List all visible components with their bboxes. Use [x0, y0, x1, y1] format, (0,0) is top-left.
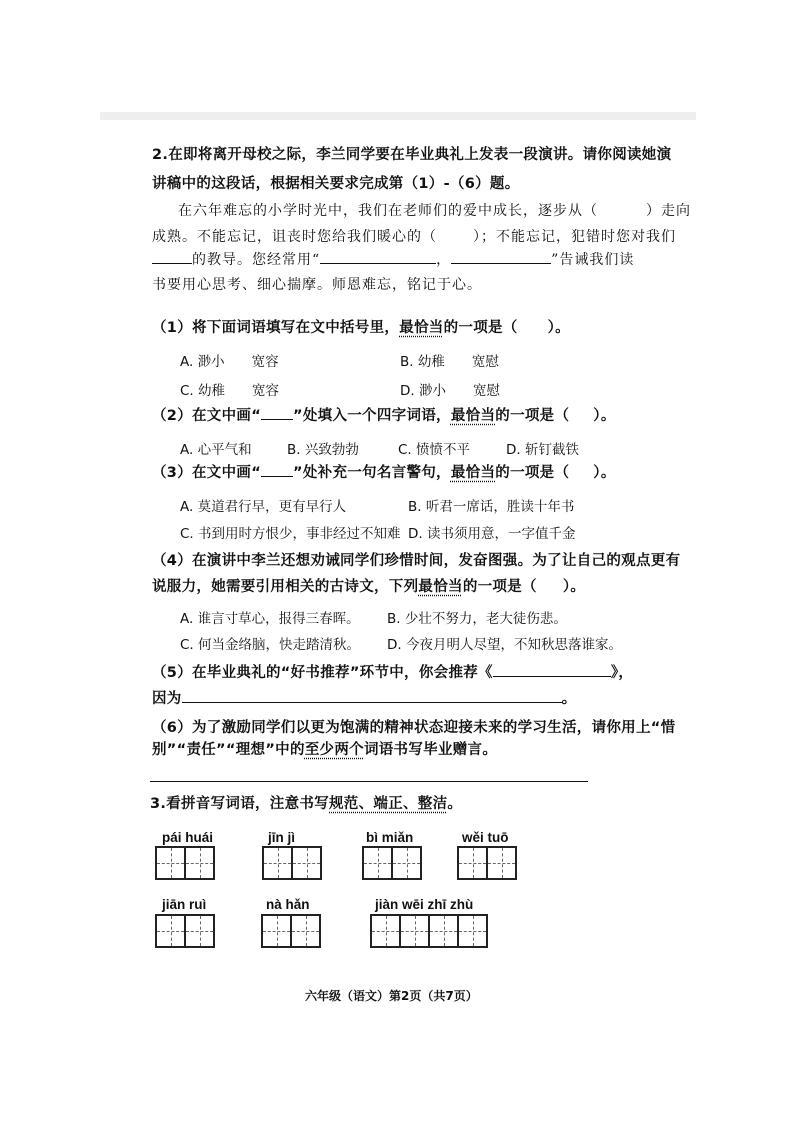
blank-quote-2[interactable] [451, 249, 551, 264]
stem-text: 。 [561, 691, 577, 707]
sub4-stem-line1: （4）在演讲中李兰还想劝诫同学们珍惜时间，发奋图强。为了让自己的观点更有 [152, 553, 681, 569]
q2-intro-line1: 2.在即将离开母校之际，李兰同学要在毕业典礼上发表一段演讲。请你阅读她演 [152, 147, 672, 163]
pinyin-label: nà hǎn [266, 897, 310, 912]
passage-line3 [152, 249, 634, 269]
pinyin-label: bì miǎn [366, 830, 414, 845]
stem-text: （1）将下面词语填写在文中括号里， [152, 320, 400, 336]
writing-grid[interactable] [262, 846, 322, 880]
sub2-option-d[interactable]: D. 斩钉截铁 [506, 442, 579, 458]
sub1-option-b[interactable]: B. 幼稚 宽慰 [400, 354, 499, 370]
answer-line[interactable] [150, 781, 588, 782]
sub2-option-b[interactable]: B. 兴致勃勃 [287, 442, 359, 458]
sub4-option-a[interactable]: A. 谁言寸草心，报得三春晖。 [180, 611, 360, 627]
sub3-option-a[interactable]: A. 莫道君行早，更有早行人 [180, 499, 347, 515]
sub2-option-a[interactable]: A. 心平气和 [180, 442, 252, 458]
sub1-stem [152, 316, 570, 337]
q3-title [150, 792, 462, 813]
stem-text: ）。 [562, 579, 586, 595]
stem-text: 的一项是（ [495, 408, 570, 424]
sub2-option-c[interactable]: C. 愤愤不平 [398, 442, 471, 458]
stem-text: 说服力，她需要引用相关的古诗文，下列 [152, 579, 419, 595]
pinyin-label: wěi tuō [462, 830, 509, 845]
passage-line2 [152, 226, 676, 246]
pinyin-label: jīn jì [268, 830, 295, 845]
stem-text: ）。 [593, 465, 616, 481]
stem-emphasis: 最恰当 [418, 579, 463, 595]
stem-text: （3）在文中画“ [152, 465, 262, 481]
passage-text: ， [436, 252, 452, 268]
sub4-option-b[interactable]: B. 少壮不努力，老大徒伤悲。 [387, 611, 567, 627]
sub4-option-d[interactable]: D. 今夜月明人尽望，不知秋思落谁家。 [387, 637, 622, 653]
pinyin-label: jiān ruì [162, 897, 207, 912]
passage-text: 的教导。您经常用“ [192, 252, 321, 268]
sub2-stem [152, 404, 616, 425]
writing-grid[interactable] [155, 846, 215, 880]
writing-grid[interactable] [457, 846, 517, 880]
stem-text: 词语书写毕业赠言。 [363, 742, 498, 758]
stem-text: （5）在毕业典礼的“好书推荐”环节中，你会推荐《 [152, 665, 493, 681]
sub5-line2 [152, 687, 576, 708]
stem-emphasis: 最恰当 [399, 320, 444, 336]
stem-text: 的一项是（ [462, 579, 537, 595]
writing-grid[interactable] [362, 846, 422, 880]
title-emphasis: 规范、端正、整洁 [329, 796, 448, 812]
passage-text: ”告诫我们读 [551, 252, 635, 268]
sub3-option-c[interactable]: C. 书到用时方恨少，事非经过不知难 [180, 526, 401, 542]
blank-four-char[interactable] [152, 249, 192, 264]
writing-grid[interactable] [370, 914, 488, 948]
sub3-option-b[interactable]: B. 听君一席话，胜读十年书 [408, 499, 575, 515]
pinyin-label: jiàn wēi zhī zhù [375, 897, 474, 912]
stem-emphasis: 最恰当 [450, 465, 496, 481]
passage-text: ）；不能忘记，犯错时您对我们 [473, 229, 676, 245]
sub5-line1 [152, 661, 633, 682]
stem-emphasis: 最恰当 [450, 408, 496, 424]
sub3-stem [152, 461, 616, 482]
stem-blank [261, 462, 293, 477]
sub1-option-a[interactable]: A. 渺小 宽容 [180, 354, 279, 370]
stem-blank [261, 405, 293, 420]
stem-text: （2）在文中画“ [152, 408, 262, 424]
stem-text: 别”“责任”“理想”中的 [152, 742, 305, 758]
title-text: 3.看拼音写词语，注意书写 [150, 796, 329, 812]
page-footer: 六年级（语文）第2页（共7页） [305, 989, 478, 1003]
passage-line4: 书要用心思考、细心揣摩。师恩难忘，铭记于心。 [152, 277, 482, 293]
q2-intro-line2: 讲稿中的这段话，根据相关要求完成第（1）-（6）题。 [152, 176, 520, 192]
book-title-input[interactable] [493, 662, 611, 677]
scan-top-band [100, 112, 696, 120]
stem-text: ）。 [547, 320, 570, 336]
sub6-line2 [152, 738, 497, 759]
sub4-stem-line2 [152, 575, 585, 596]
reason-input[interactable] [182, 688, 562, 703]
sub4-option-c[interactable]: C. 何当金络脑，快走踏清秋。 [180, 637, 361, 653]
sub6-line1: （6）为了激励同学们以更为饱满的精神状态迎接未来的学习生活，请你用上“惜 [152, 720, 676, 736]
passage-line1 [178, 200, 691, 220]
title-text: 。 [447, 796, 463, 812]
stem-text: 的一项是（ [495, 465, 570, 481]
sub1-option-d[interactable]: D. 渺小 宽慰 [400, 383, 500, 399]
writing-grid[interactable] [261, 914, 321, 948]
writing-grid[interactable] [155, 914, 215, 948]
sub3-option-d[interactable]: D. 读书须用意，一字值千金 [408, 526, 576, 542]
stem-text: ）。 [593, 408, 616, 424]
stem-text: 的一项是（ [443, 320, 518, 336]
blank-quote-1[interactable] [320, 249, 436, 264]
sub1-option-c[interactable]: C. 幼稚 宽容 [180, 383, 280, 399]
passage-text: 在六年难忘的小学时光中，我们在老师们的爱中成长，逐步从（ [178, 203, 598, 219]
stem-emphasis: 至少两个 [304, 742, 364, 758]
pinyin-label: pái huái [162, 830, 214, 845]
passage-text: 成熟。不能忘记，诅丧时您给我们暖心的（ [152, 229, 437, 245]
stem-text: ”处填入一个四字词语， [293, 408, 451, 424]
stem-text: ”处补充一句名言警句， [293, 465, 451, 481]
stem-text: 因为 [152, 691, 182, 707]
stem-text: 》， [610, 665, 634, 681]
passage-text: ）走向 [646, 203, 691, 219]
